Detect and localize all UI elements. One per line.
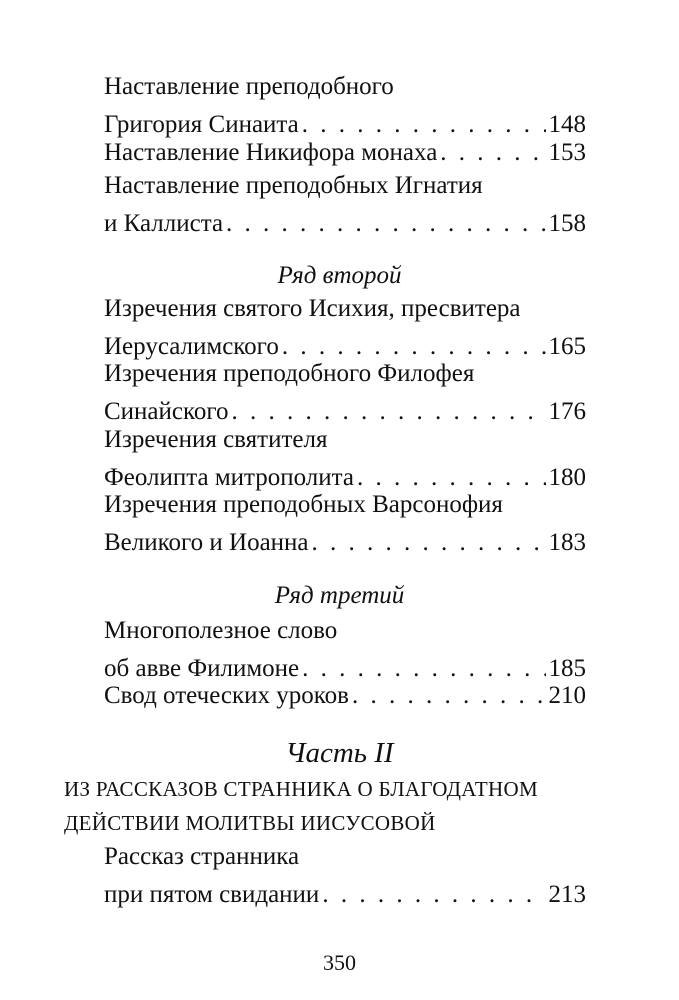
toc-entry-title: и Каллиста bbox=[104, 210, 224, 237]
toc-entry-title: Синайского bbox=[104, 398, 229, 425]
toc-entry bbox=[104, 838, 586, 914]
toc-entry-title: Великого и Иоанна bbox=[104, 529, 309, 556]
toc-entry-line: Изречения святого Исихия, пресвитера bbox=[104, 295, 521, 322]
toc-entry-line: Изречения преподобного Филофея bbox=[104, 360, 475, 387]
toc-entry bbox=[104, 677, 586, 715]
toc-entry-line: Изречения святителя bbox=[104, 426, 328, 453]
toc-page-number: 185 bbox=[548, 655, 586, 682]
toc-entry-title: Григория Синаита bbox=[104, 111, 299, 138]
toc-page-number: 165 bbox=[548, 333, 586, 360]
toc-entry-line: Многополезное слово bbox=[104, 617, 338, 644]
toc-page-number: 213 bbox=[548, 881, 586, 908]
leader-dots bbox=[352, 677, 546, 715]
part-subtitle bbox=[64, 772, 624, 840]
toc-page-number: 153 bbox=[548, 139, 586, 166]
toc-entry-title: Свод отеческих уроков bbox=[104, 682, 349, 709]
toc-page-number: 180 bbox=[548, 464, 586, 491]
toc-entry bbox=[104, 355, 586, 431]
part-heading: Часть II bbox=[285, 737, 394, 769]
page-number: 350 bbox=[323, 950, 356, 975]
toc-entry-line: Наставление преподобного bbox=[104, 73, 394, 100]
part-subtitle-line: ДЕЙСТВИИ МОЛИТВЫ ИИСУСОВОЙ bbox=[64, 811, 436, 835]
toc-page-number: 176 bbox=[548, 398, 586, 425]
toc-entry-title: об авве Филимоне bbox=[104, 655, 300, 682]
toc-entry bbox=[104, 167, 586, 243]
section-heading: Ряд второй bbox=[277, 262, 402, 289]
toc-entry bbox=[104, 68, 586, 144]
part-subtitle-line: ИЗ РАССКАЗОВ СТРАННИКА О БЛАГОДАТНОМ bbox=[64, 777, 538, 801]
toc-entry-title: при пятом свидании bbox=[104, 881, 320, 908]
leader-dots bbox=[312, 524, 546, 562]
toc-entry-line: Изречения преподобных Варсонофия bbox=[104, 491, 503, 518]
leader-dots bbox=[322, 876, 545, 914]
toc-page-number: 183 bbox=[548, 529, 586, 556]
section-heading: Ряд третий bbox=[274, 582, 405, 609]
toc-entry-line: Наставление преподобных Игнатия bbox=[104, 172, 483, 199]
toc-entry-title: Иерусалимского bbox=[104, 333, 279, 360]
toc-page-number: 158 bbox=[548, 210, 586, 237]
toc-entry-line: Рассказ странника bbox=[104, 843, 300, 870]
toc-page-number: 148 bbox=[548, 111, 586, 138]
leader-dots bbox=[226, 205, 545, 243]
toc-entry-title: Феолипта митрополита bbox=[104, 464, 354, 491]
toc-entry bbox=[104, 486, 586, 562]
toc-page-number: 210 bbox=[548, 682, 586, 709]
toc-entry-title: Наставление Никифора монаха bbox=[104, 139, 438, 166]
